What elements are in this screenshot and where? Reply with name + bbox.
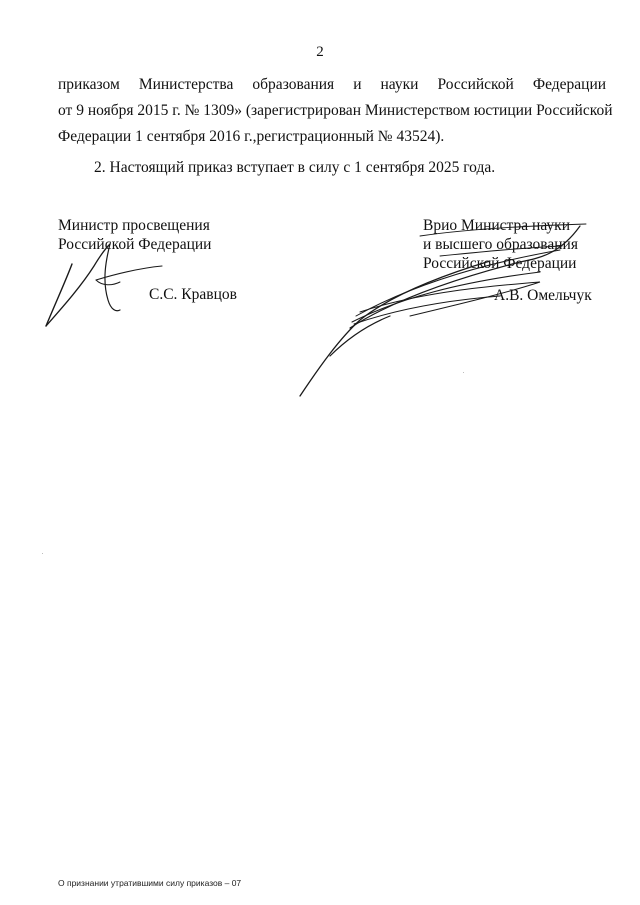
left-signatory-title <box>58 216 211 254</box>
paragraph-1-line-2: от 9 ноября 2015 г. № 1309» (зарегистрирован Министерством юстиции Российской <box>58 102 613 119</box>
word: и <box>353 76 362 93</box>
word: Министерства <box>138 76 234 93</box>
paragraph-1 <box>58 72 613 150</box>
right-signatory-title <box>423 216 578 273</box>
paragraph-1-line-1 <box>58 72 606 98</box>
word: Федерации <box>532 76 607 93</box>
scan-speck <box>42 553 43 554</box>
left-title-line-2: Российской Федерации <box>58 236 212 253</box>
word: Российской <box>437 76 514 93</box>
right-signatory-name: А.В. Омельчук <box>494 287 592 304</box>
right-title-line-1: Врио Министра науки <box>423 217 570 234</box>
paragraph-1-line-3: Федерации 1 сентября 2016 г.,регистрационный № 43524). <box>58 128 445 145</box>
paragraph-2: 2. Настоящий приказ вступает в силу с 1 сентября 2025 года. <box>94 159 496 176</box>
scan-speck <box>463 372 464 373</box>
left-signatory-name: С.С. Кравцов <box>149 286 237 303</box>
right-title-line-3: Российской Федерации <box>423 255 577 272</box>
word: науки <box>380 76 419 93</box>
page-number: 2 <box>316 44 324 60</box>
right-title-line-2: и высшего образования <box>423 236 578 253</box>
word: приказом <box>58 76 120 93</box>
left-title-line-1: Министр просвещения <box>58 217 210 234</box>
footer-note: О признании утратившими силу приказов – 07 <box>58 878 242 888</box>
word: образования <box>252 76 335 93</box>
